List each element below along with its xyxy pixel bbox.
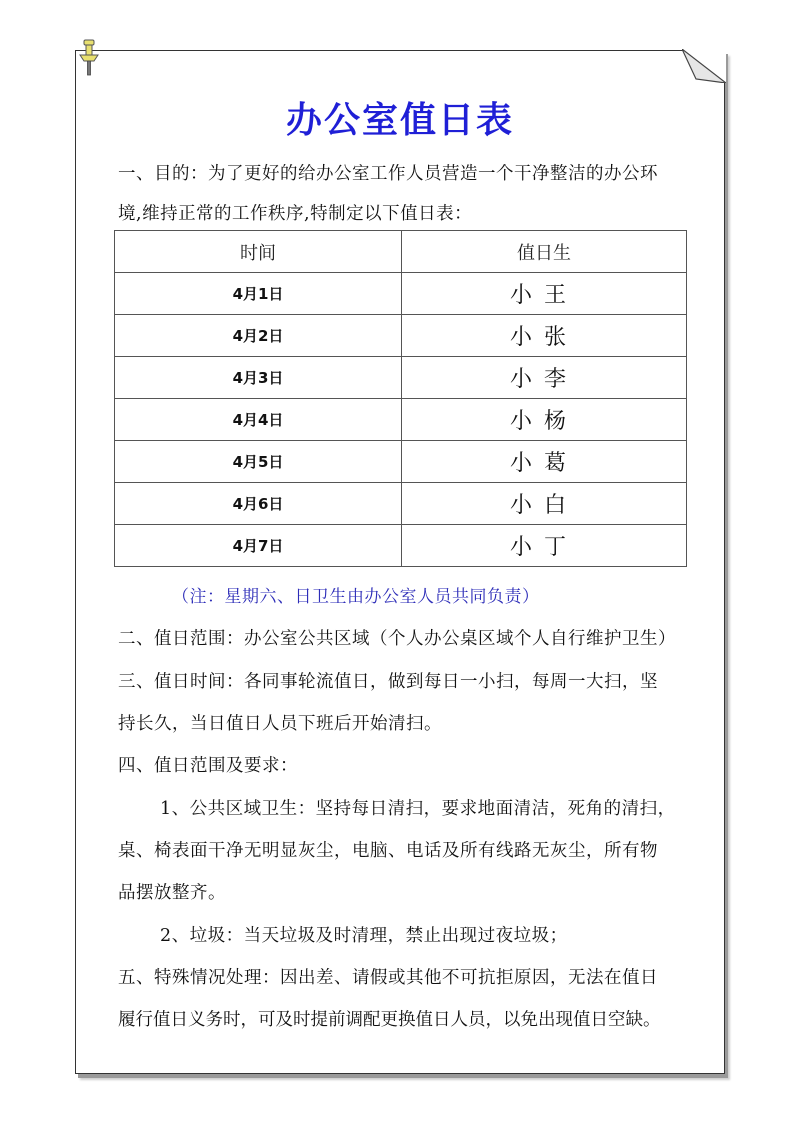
table-row: [115, 483, 687, 525]
page-title: 办公室值日表: [285, 100, 514, 141]
requirements-heading: 四、值日范围及要求：: [118, 756, 298, 776]
req1-line-3: 品摆放整齐。: [118, 883, 226, 903]
name-cell: 小张: [402, 315, 687, 357]
special-line-1: 五、特殊情况处理：因出差、请假或其他不可抗拒原因，无法在值日: [118, 968, 658, 988]
push-pin-icon: [76, 38, 102, 78]
time-line-2: 持长久，当日值日人员下班后开始清扫。: [118, 714, 442, 734]
name-cell: 小李: [402, 357, 687, 399]
req1-line-1: 1、公共区域卫生：坚持每日清扫，要求地面清洁，死角的清扫，: [160, 799, 676, 819]
header-time: 时间: [115, 231, 402, 273]
table-row: [115, 399, 687, 441]
table-header-row: [115, 231, 687, 273]
header-duty-person: 值日生: [402, 231, 687, 273]
date-cell: 4月2日: [115, 315, 402, 357]
weekend-note: （注：星期六、日卫生由办公室人员共同负责）: [172, 587, 540, 607]
date-cell: 4月1日: [115, 273, 402, 315]
table-row: [115, 441, 687, 483]
purpose-line-2: 境,维持正常的工作秩序,特制定以下值日表：: [118, 204, 473, 224]
table-row: [115, 357, 687, 399]
table-row: [115, 525, 687, 567]
name-cell: 小葛: [402, 441, 687, 483]
scope-line: 二、值日范围：办公室公共区域（个人办公桌区域个人自行维护卫生）: [118, 629, 676, 649]
name-cell: 小杨: [402, 399, 687, 441]
date-cell: 4月3日: [115, 357, 402, 399]
page-fold-corner: [682, 49, 726, 83]
table-row: [115, 273, 687, 315]
name-cell: 小王: [402, 273, 687, 315]
duty-table: [114, 230, 687, 567]
name-cell: 小丁: [402, 525, 687, 567]
purpose-line-1: 一、目的：为了更好的给办公室工作人员营造一个干净整洁的办公环: [118, 164, 658, 184]
req2-line: 2、垃圾：当天垃圾及时清理，禁止出现过夜垃圾；: [160, 926, 568, 946]
name-cell: 小白: [402, 483, 687, 525]
req1-line-2: 桌、椅表面干净无明显灰尘，电脑、电话及所有线路无灰尘，所有物: [118, 841, 658, 861]
time-line-1: 三、值日时间：各同事轮流值日，做到每日一小扫，每周一大扫，坚: [118, 672, 658, 692]
date-cell: 4月4日: [115, 399, 402, 441]
table-row: [115, 315, 687, 357]
date-cell: 4月6日: [115, 483, 402, 525]
special-line-2: 履行值日义务时，可及时提前调配更换值日人员，以免出现值日空缺。: [118, 1010, 661, 1030]
date-cell: 4月5日: [115, 441, 402, 483]
date-cell: 4月7日: [115, 525, 402, 567]
